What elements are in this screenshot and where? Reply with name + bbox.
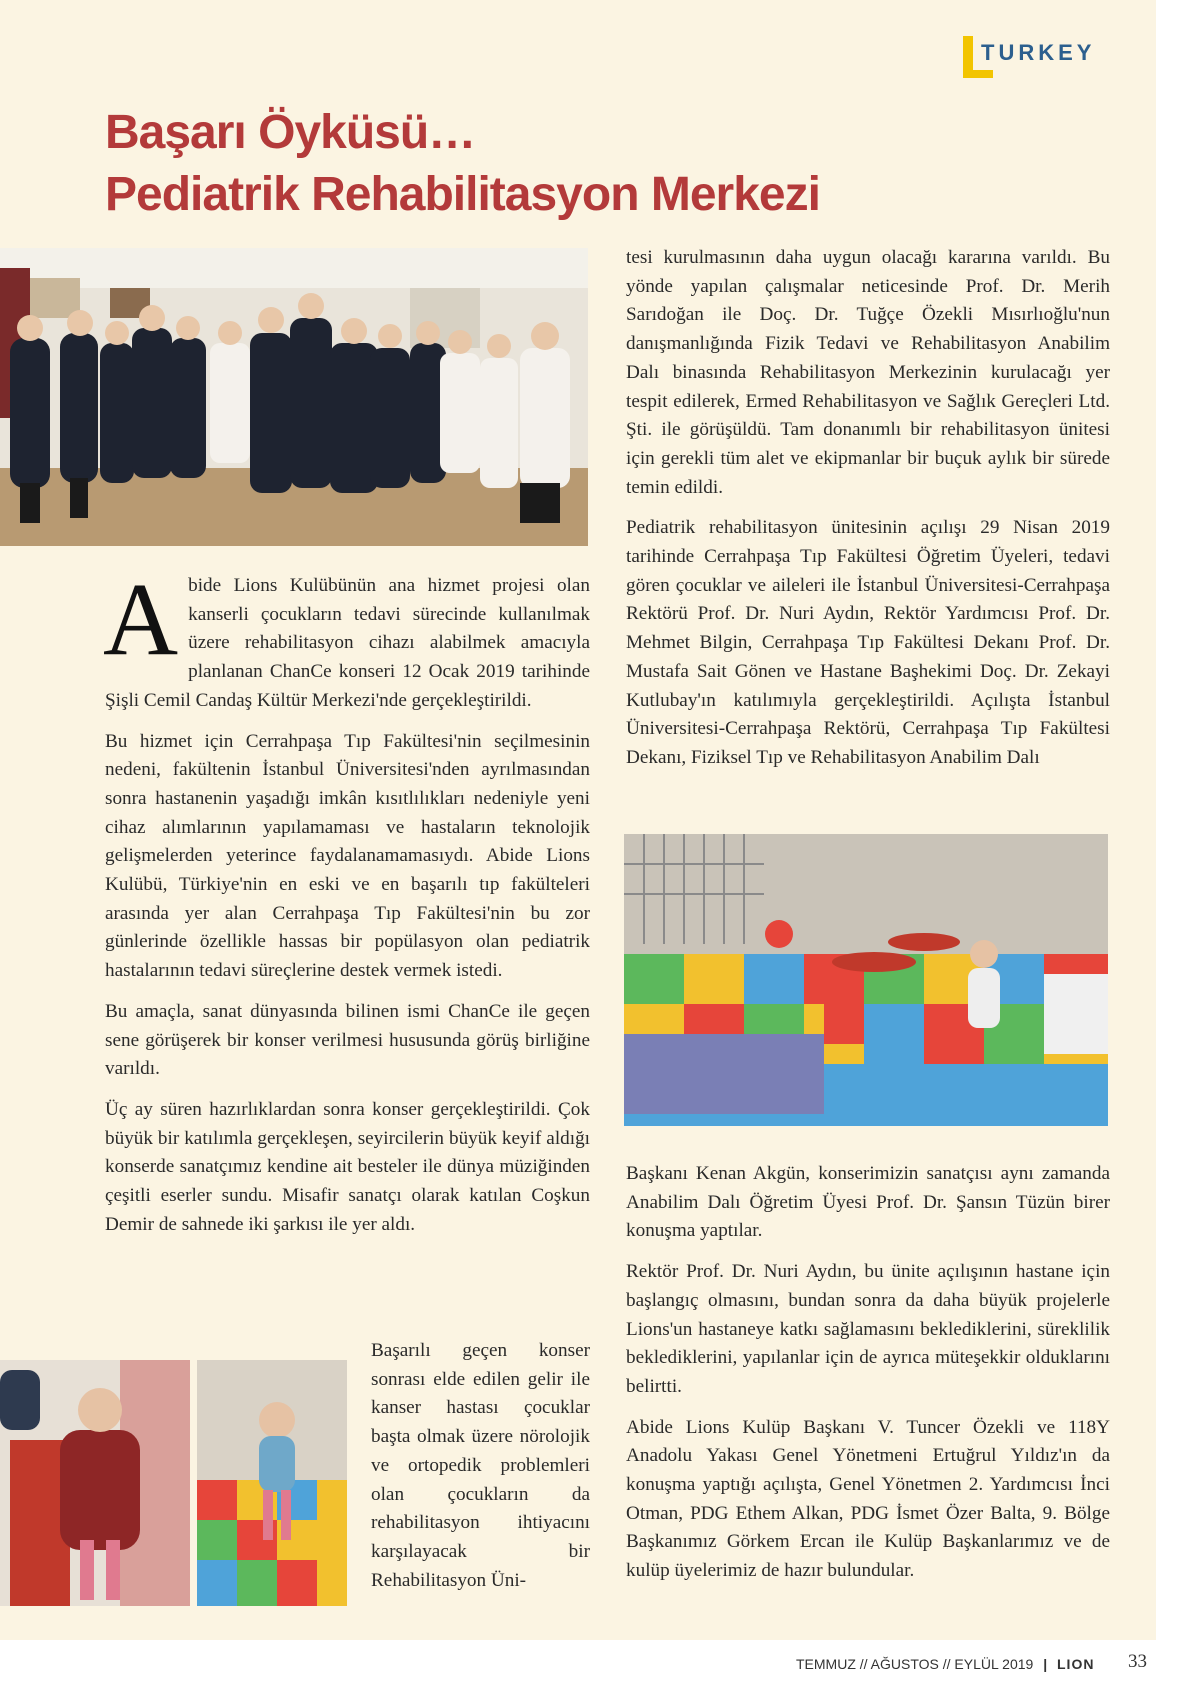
- article-left-column: [103, 562, 590, 1251]
- lion-l-logo-icon-base: [963, 70, 993, 78]
- article-paragraph: Üç ay süren hazırlıklardan sonra konser gerçekleştirildi. Çok büyük bir katılımla gerçekleşen, seyircilerin büyük keyif aldığı konserde sanatçımız kendine ait besteler ile dünya müziğinden çeşitli eserler sundu. Misafir sanatçı olarak katılan Coşkun Demir de sahnede iki şarkısı ile yer aldı.: [105, 1098, 590, 1235]
- article-paragraph: Rektör Prof. Dr. Nuri Aydın, bu ünite açılışının hastane için başlangıç olmasını, bundan sonra da daha büyük projelerle Lions'un hastaneye katkı sağlamasını beklediklerini, süreklilik beklediklerini, yapılanlar için de ayrıca müteşekkir olduklarını belirtti.: [626, 1261, 1110, 1397]
- article-paragraph: tesi kurulmasının daha uygun olacağı kararına varıldı. Bu yönde yapılan çalışmalar neticesinde Prof. Dr. Merih Sarıdoğan ile Doç. Dr. Tuğçe Özekli Mısırlıoğlu'nun danışmanlığında Fizik Tedavi ve Rehabilitasyon Anabilim Dalı binasında Rehabilitasyon Merkezinin kurulacağı yer tespit edilerek, Ermed Rehabilitasyon ve Sağlık Gereçleri Ltd. Şti. ile görüşüldü. Tam donanımlı bir rehabilitasyon ünitesi için gerekli tüm alet ve ekipmanlar bir buçuk aylık bir sürede temin edildi.: [626, 247, 1110, 498]
- article-paragraph: Başarılı geçen konser sonrası elde edilen gelir ile kanser hastası çocuklar başta olmak üzere nörolojik ve ortopedik problemleri olan çocukların da rehabilitasyon ihtiyacını karşılayacak bir Rehabilitasyon Üni-: [371, 1340, 590, 1591]
- article-right-bottom-column: [626, 1160, 1110, 1598]
- group-photo: [0, 248, 588, 546]
- child-rehab-photo-1: [0, 1360, 190, 1606]
- article-right-top-column: [626, 244, 1110, 785]
- turkey-brand-logo: [963, 36, 1123, 80]
- paragraph-text: bide Lions Kulübünün ana hizmet projesi olan kanserli çocukların tedavi sürecinde kullanılmak üzere rehabilitasyon cihazı alabilmek amacıyla planlanan ChanCe konseri 12 Ocak 2019 tarihinde Şişli Cemil Candaş Kültür Merkezi'nde gerçekleştirildi.: [105, 575, 590, 711]
- page-number: 33: [1128, 1651, 1147, 1672]
- drop-cap: A: [103, 562, 179, 677]
- issue-date: TEMMUZ // AĞUSTOS // EYLÜL 2019: [796, 1656, 1034, 1672]
- article-paragraph: Abide Lions Kulüp Başkanı V. Tuncer Özekli ve 118Y Anadolu Yakası Genel Yönetmeni Ertuğrul Yıldız'ın da konuşma yaptığı açılışta, Genel Yönetmen 2. Yardımcısı İnci Otman, PDG Ethem Alkan, PDG İsmet Özer Balta, 9. Bölge Başkanımız Görkem Ercan ile Kulüp Başkanlarımız ve de kulüp üyelerimiz de hazır bulundular.: [626, 1416, 1110, 1582]
- article-paragraph: [103, 562, 590, 716]
- article-left-bottom-column: [371, 1337, 590, 1607]
- child-rehab-photo-2: [197, 1360, 347, 1606]
- brand-label: TURKEY: [981, 40, 1096, 65]
- article-paragraph: Bu amaçla, sanat dünyasında bilinen ismi ChanCe ile geçen sene görüşerek bir konser verilmesi hususunda görüş birliğine varıldı.: [105, 1000, 590, 1080]
- article-title: [105, 102, 820, 226]
- title-line-1: Başarı Öyküsü…: [105, 106, 476, 159]
- article-paragraph: Bu hizmet için Cerrahpaşa Tıp Fakültesi'nin seçilmesinin nedeni, fakültenin İstanbul Üniversitesi'nden ayrılmasından sonra hastanenin yaşadığı imkân kısıtlılıkları nedeniyle yeni cihaz alımlarının yapılamaması ve hastaların teknolojik gelişmelerden yeterince faydalanamamasıydı. Abide Lions Kulübü, Türkiye'nin en eski ve en başarılı tıp fakülteleri arasında yer alan Cerrahpaşa Tıp Fakültesi'nin bu zor günlerinde özellikle hassas bir popülasyon olan pediatrik hastalarının tedavi süreçlerine destek vermek istedi.: [105, 730, 590, 982]
- article-paragraph: Başkanı Kenan Akgün, konserimizin sanatçısı aynı zamanda Anabilim Dalı Öğretim Üyesi Prof. Dr. Şansın Tüzün birer konuşma yaptılar.: [626, 1163, 1110, 1242]
- therapy-room-photo: [624, 834, 1108, 1126]
- title-line-2: Pediatrik Rehabilitasyon Merkezi: [105, 168, 820, 221]
- article-paragraph: Pediatrik rehabilitasyon ünitesinin açılışı 29 Nisan 2019 tarihinde Cerrahpaşa Tıp Fakültesi Öğretim Üyeleri, tedavi gören çocuklar ve aileleri ile İstanbul Üniversitesi-Cerrahpaşa Rektörü Prof. Dr. Nuri Aydın, Rektör Yardımcısı Prof. Dr. Mehmet Bilgin, Cerrahpaşa Tıp Fakültesi Dekanı Prof. Dr. Mustafa Sait Gönen ve Hastane Başhekimi Doç. Dr. Zekayi Kutlubay'ın katılımıyla gerçekleştirildi. Açılışta İstanbul Üniversitesi-Cerrahpaşa Rektörü, Cerrahpaşa Tıp Fakültesi Dekanı, Fiziksel Tıp ve Rehabilitasyon Anabilim Dalı: [626, 517, 1110, 768]
- magazine-name: LION: [1057, 1656, 1095, 1672]
- page-footer: [796, 1656, 1094, 1672]
- footer-separator: |: [1043, 1656, 1048, 1672]
